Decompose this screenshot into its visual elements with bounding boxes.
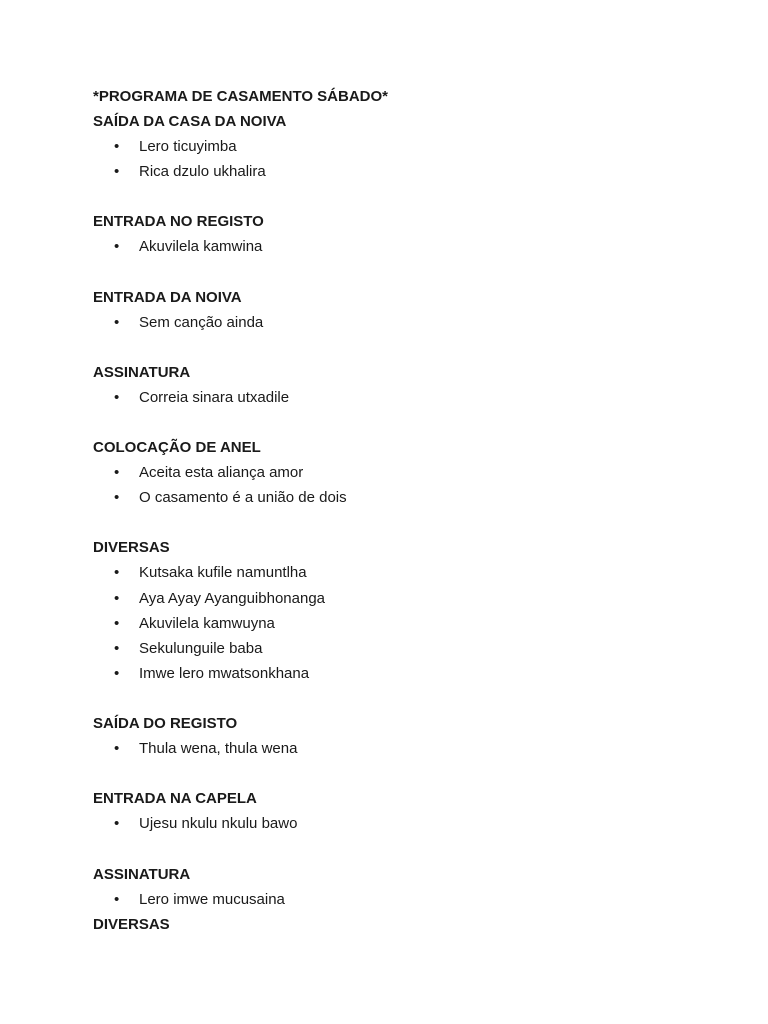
- document-page: [93, 84, 713, 937]
- section-heading: ENTRADA NA CAPELA: [93, 790, 257, 808]
- bullet-icon: •: [114, 639, 120, 657]
- section-entrada-registo: [93, 209, 713, 259]
- section-heading: DIVERSAS: [93, 915, 170, 933]
- section-diversas-final: [93, 912, 713, 937]
- bullet-icon: •: [114, 614, 120, 632]
- song-list: [93, 310, 713, 335]
- list-item: • Aceita esta aliança amor: [93, 460, 713, 485]
- list-item: • Lero ticuyimba: [93, 134, 713, 159]
- list-item: • Rica dzulo ukhalira: [93, 159, 713, 184]
- song-list: [93, 134, 713, 184]
- bullet-icon: •: [114, 489, 120, 507]
- section-heading: COLOCAÇÃO DE ANEL: [93, 438, 261, 456]
- section-heading: ENTRADA NO REGISTO: [93, 213, 264, 231]
- section-saida-registo: [93, 711, 713, 761]
- list-item: • Akuvilela kamwina: [93, 234, 713, 259]
- section-heading: ASSINATURA: [93, 363, 191, 381]
- bullet-icon: •: [114, 163, 120, 181]
- bullet-icon: •: [114, 463, 120, 481]
- song-list: [93, 887, 713, 912]
- bullet-icon: •: [114, 138, 120, 155]
- song-list: [93, 560, 713, 686]
- bullet-icon: •: [114, 665, 120, 683]
- song-list: [93, 385, 713, 410]
- section-colocacao-anel: [93, 435, 713, 510]
- section-heading: ASSINATURA: [93, 865, 191, 883]
- section-assinatura-capela: [93, 862, 713, 912]
- list-item: • Lero imwe mucusaina: [93, 887, 713, 912]
- section-assinatura: [93, 360, 713, 410]
- section-diversas: [93, 535, 713, 686]
- bullet-icon: •: [114, 564, 120, 582]
- bullet-icon: •: [114, 388, 120, 406]
- list-item: • Ujesu nkulu nkulu bawo: [93, 811, 713, 836]
- section-heading: SAÍDA DO REGISTO: [93, 715, 238, 733]
- list-item: • Akuvilela kamwuyna: [93, 611, 713, 636]
- section-heading: ENTRADA DA NOIVA: [93, 288, 242, 306]
- list-item: • Sekulunguile baba: [93, 636, 713, 661]
- bullet-icon: •: [114, 740, 120, 758]
- list-item: • Aya Ayay Ayanguibhonanga: [93, 586, 713, 611]
- list-item: • Imwe lero mwatsonkhana: [93, 661, 713, 686]
- program-title: *PROGRAMA DE CASAMENTO SÁBADO*: [93, 88, 389, 105]
- section-saida-casa-noiva: [93, 109, 713, 184]
- list-item: • Thula wena, thula wena: [93, 736, 713, 761]
- song-list: [93, 736, 713, 761]
- song-list: [93, 234, 713, 259]
- list-item: • Sem canção ainda: [93, 310, 713, 335]
- list-item: • O casamento é a união de dois: [93, 485, 713, 510]
- bullet-icon: •: [114, 890, 120, 908]
- list-item: • Kutsaka kufile namuntlha: [93, 560, 713, 585]
- bullet-icon: •: [114, 313, 120, 331]
- section-heading: DIVERSAS: [93, 539, 170, 557]
- song-list: [93, 811, 713, 836]
- section-heading: SAÍDA DA CASA DA NOIVA: [93, 113, 287, 130]
- section-entrada-noiva: [93, 285, 713, 335]
- bullet-icon: •: [114, 589, 120, 607]
- bullet-icon: •: [114, 238, 120, 256]
- section-entrada-capela: [93, 786, 713, 836]
- list-item: • Correia sinara utxadile: [93, 385, 713, 410]
- bullet-icon: •: [114, 815, 120, 833]
- song-list: [93, 460, 713, 510]
